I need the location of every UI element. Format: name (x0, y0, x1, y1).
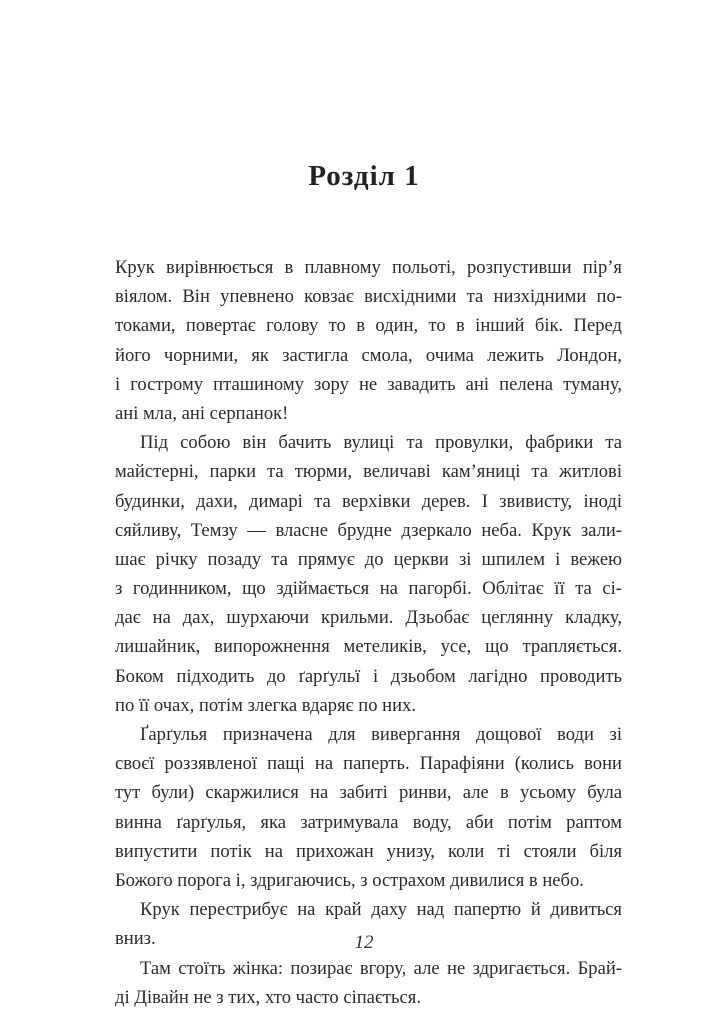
text-line: ді Дівайн не з тих, хто часто сіпається. (115, 986, 421, 1008)
text-line: Там стоїть жінка: позирає вгору, але не здригається. Брай- (140, 957, 622, 979)
text-line: будинки, дахи, димарі та верхівки дерев. І звивисту, іноді (115, 490, 622, 512)
text-line: тут були) скаржилися на забиті ринви, але в усьому була (115, 782, 622, 804)
text-line: Боком підходить до ґарґульї і дзьобом лагідно проводить (115, 665, 622, 687)
chapter-body-text (115, 253, 622, 1012)
text-line: дає на дах, шурхаючи крильми. Дзьобає цеглянну кладку, (115, 607, 622, 629)
page-number: 12 (354, 932, 374, 953)
text-line: сяйливу, Темзу — власне брудне дзеркало неба. Крук зали- (115, 519, 622, 541)
text-line: лишайник, випорожнення метеликів, усе, що трапляється. (115, 636, 622, 658)
text-line: майстерні, парки та тюрми, величаві кам’яниці та житлові (115, 461, 622, 483)
text-line: Крук перестрибує на край даху над папертю й дивиться (140, 899, 622, 921)
text-line: своєї роззявленої пащі на паперть. Парафіяни (колись вони (115, 753, 622, 775)
text-line: вниз. (115, 928, 156, 950)
text-line: випустити потік на прихожан унизу, коли ті стояли біля (115, 840, 622, 862)
paragraph (115, 720, 622, 895)
text-line: по її очах, потім злегка вдаряє по них. (115, 694, 417, 716)
text-line: ані мла, ані серпанок! (115, 402, 289, 424)
text-line: шає річку позаду та прямує до церкви зі шпилем і вежею (115, 548, 622, 570)
text-line: його чорними, як застигла смола, очима лежить Лондон, (115, 344, 622, 366)
text-line: Божого порога і, здригаючись, з острахом дивилися в небо. (115, 869, 584, 891)
text-line: винна ґарґулья, яка затримувала воду, аби потім раптом (115, 811, 622, 833)
text-line: токами, повертає голову то в один, то в інший бік. Перед (115, 315, 622, 337)
paragraph (115, 253, 622, 428)
chapter-title: Розділ 1 (308, 160, 420, 192)
paragraph (115, 954, 622, 1012)
text-line: Під собою він бачить вулиці та провулки, фабрики та (140, 432, 622, 454)
text-line: віялом. Він упевнено ковзає висхідними та низхідними по- (115, 286, 622, 308)
text-line: з годинником, що здіймається на пагорбі. Облітає її та сі- (115, 578, 622, 600)
text-line: Крук вирівнюється в плавному польоті, розпустивши пір’я (115, 257, 622, 278)
text-line: Ґарґулья призначена для вивергання дощової води зі (140, 724, 622, 745)
paragraph (115, 428, 622, 720)
text-line: і гострому пташиному зору не завадить ані пелена туману, (115, 373, 622, 395)
